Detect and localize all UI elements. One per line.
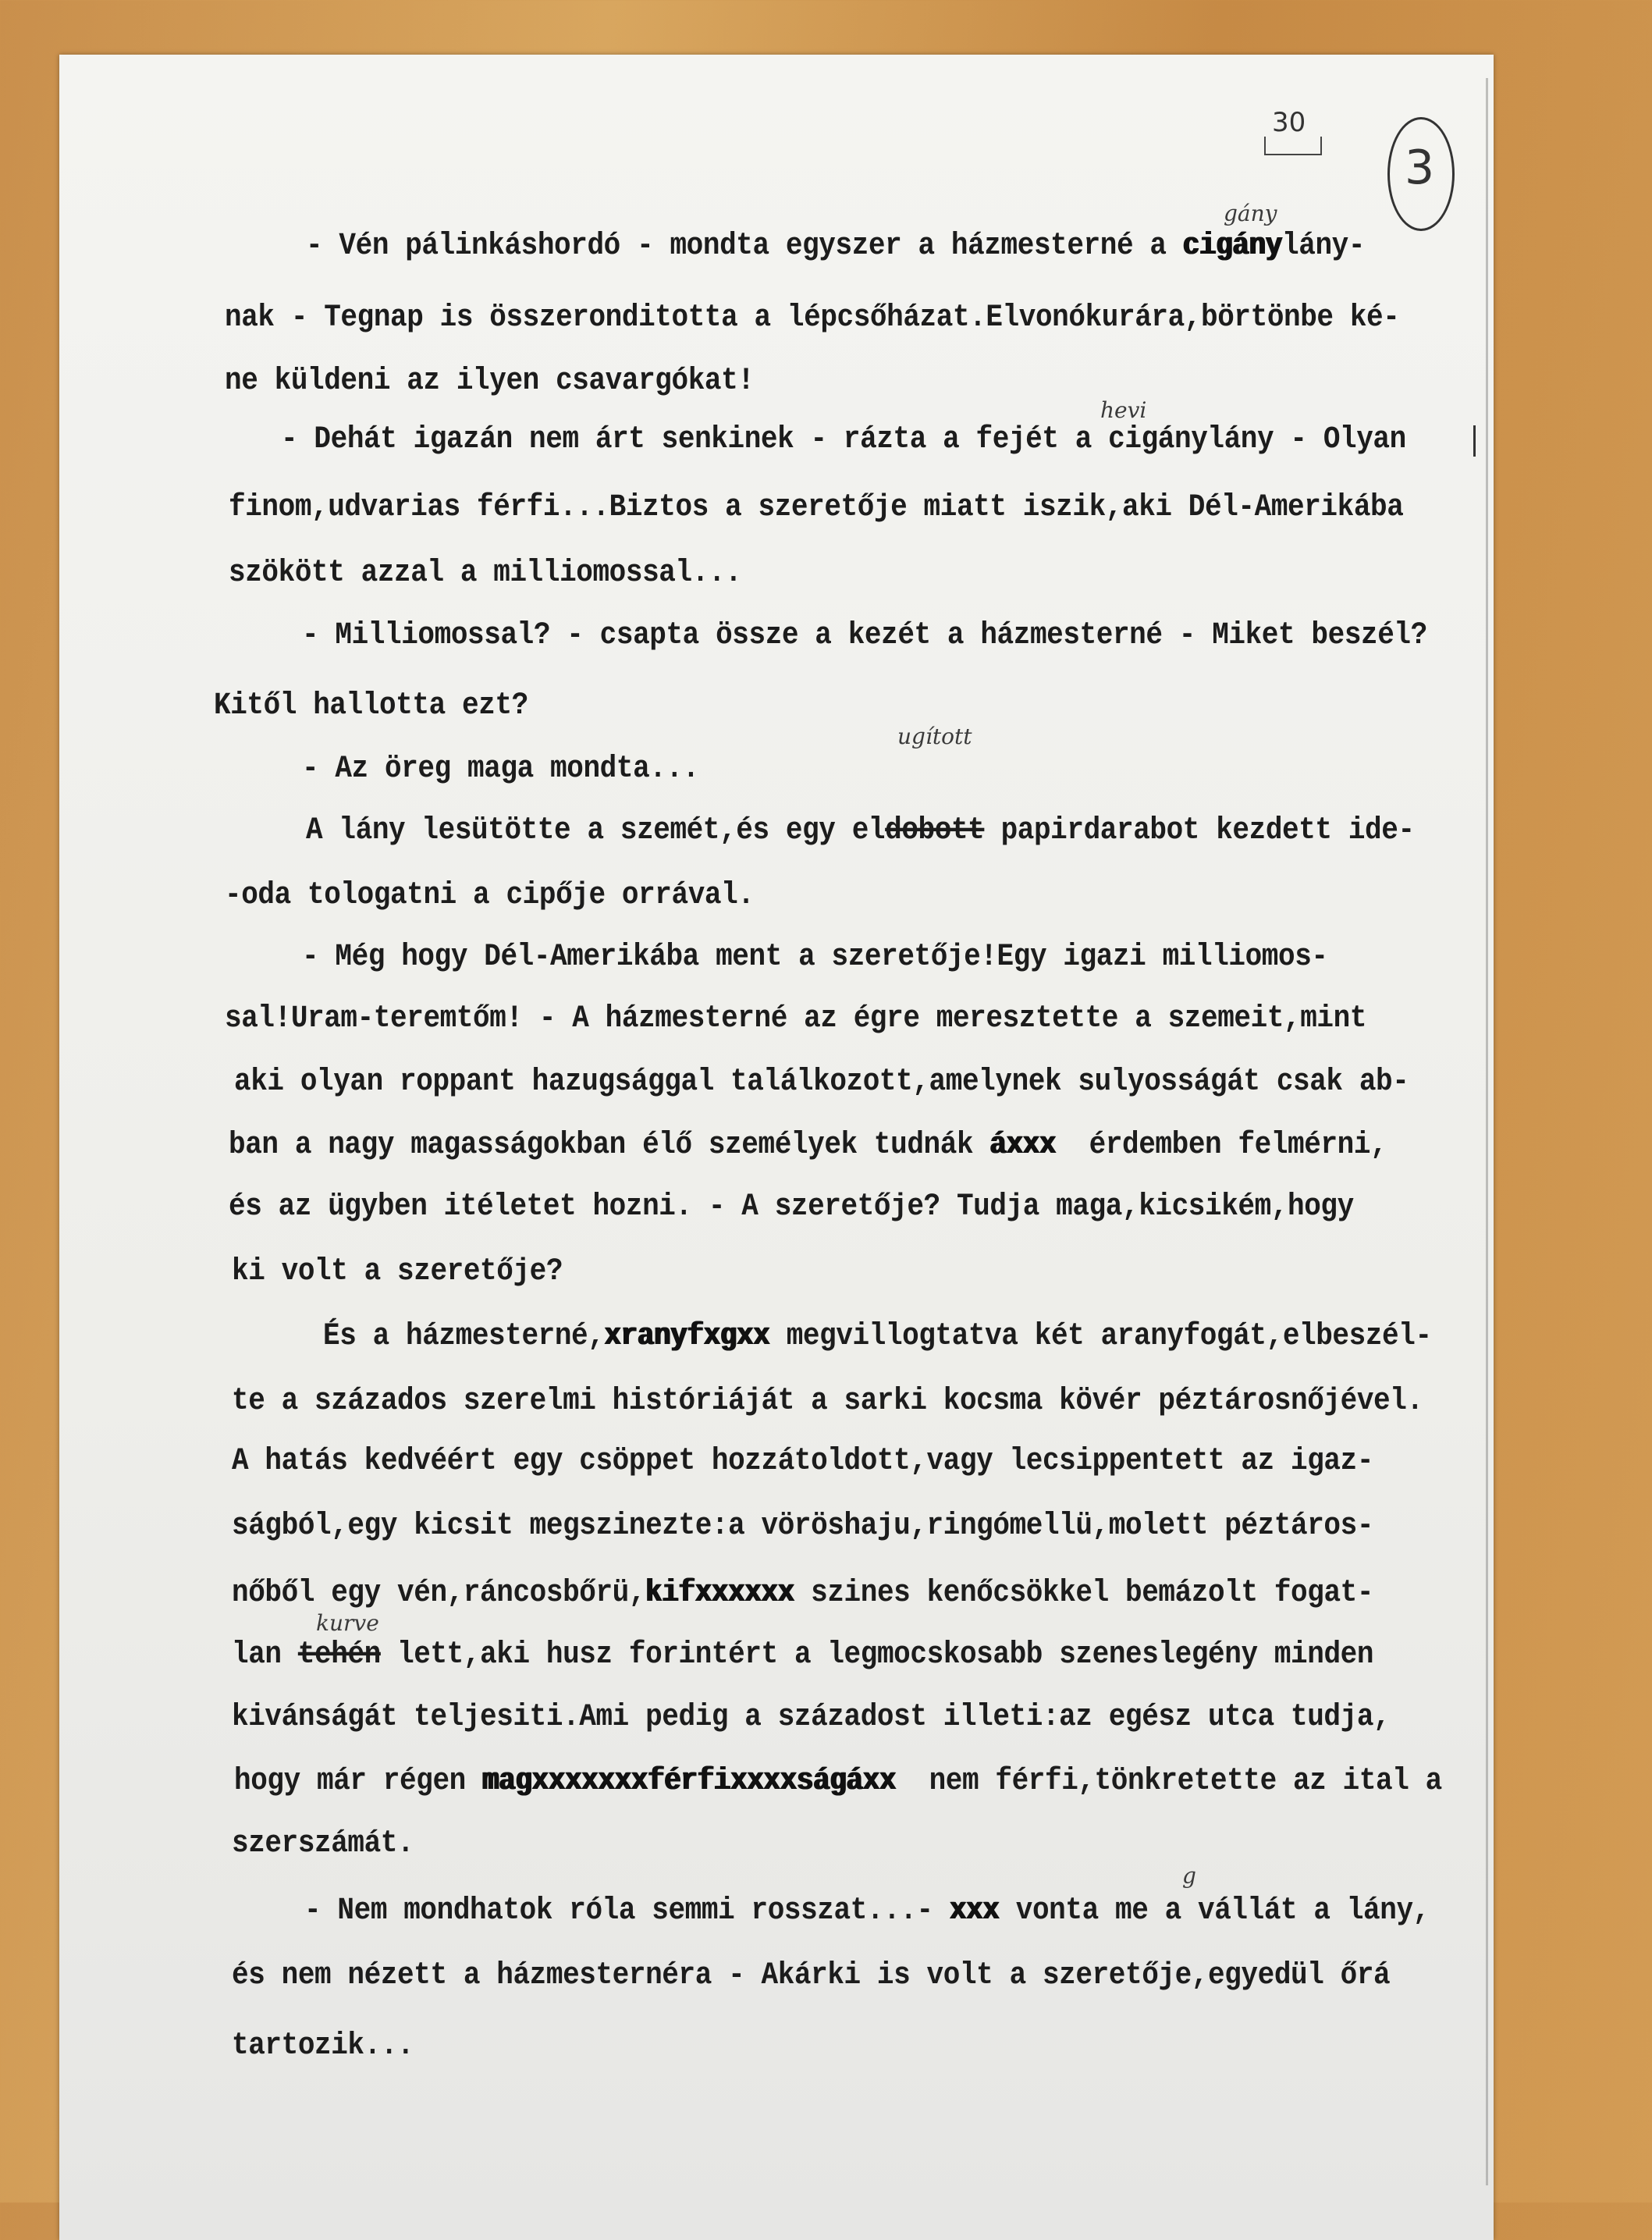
- text-line: [232, 1444, 1373, 1478]
- handwritten-insertion-fejet: hevi: [1100, 397, 1147, 423]
- text-segment: te a százados szerelmi históriáját a sarki kocsma kövér péztárosnőjével.: [232, 1382, 1423, 1418]
- text-segment: sal!Uram-teremtőm! - A házmesterné az égre meresztette a szemeit,mint: [225, 1000, 1367, 1036]
- text-segment: megvillogtatva két aranyfogát,elbeszél-: [769, 1317, 1432, 1353]
- handwritten-correction-tehen: kurve: [316, 1610, 379, 1636]
- text-line: [232, 1509, 1373, 1543]
- struck-text: tehén: [297, 1636, 381, 1672]
- text-segment: szines kenőcsökkel bemázolt fogat-: [794, 1574, 1374, 1610]
- text-segment: - Nem mondhatok róla semmi rosszat...-: [304, 1892, 950, 1928]
- text-line: [229, 490, 1403, 524]
- text-segment: szerszámát.: [232, 1825, 414, 1861]
- text-segment: hogy már régen: [234, 1762, 483, 1798]
- circled-number: 3: [1405, 140, 1435, 195]
- text-segment: ban a nagy magasságokban élő személyek tudnák: [229, 1126, 990, 1162]
- text-segment: és az ügyben itéletet hozni. - A szeretője? Tudja maga,kicsikém,hogy: [229, 1188, 1354, 1224]
- text-line: [232, 1826, 414, 1861]
- text-line: [281, 422, 1406, 457]
- text-segment: és nem nézett a házmesternéra - Akárki is volt a szeretője,egyedül őrá: [232, 1957, 1391, 1993]
- overtyped-text: magxxxxxxxférfixxxxságáxx: [482, 1762, 897, 1798]
- text-line: [306, 229, 1365, 263]
- text-segment: tartozik...: [232, 2027, 414, 2063]
- text-segment: nem férfi,tönkretette az ital a: [896, 1762, 1442, 1798]
- handwritten-page-number: 30: [1272, 107, 1306, 138]
- text-line: [232, 1958, 1390, 1993]
- text-segment: - Milliomossal? - csapta össze a kezét a házmesterné - Miket beszél?: [302, 617, 1427, 652]
- text-segment: ne küldeni az ilyen csavargókat!: [225, 362, 755, 398]
- text-line: [232, 1384, 1423, 1418]
- text-segment: szökött azzal a milliomossal...: [229, 554, 742, 590]
- overtyped-text: xranyfxgxx: [604, 1317, 770, 1353]
- handwritten-correction-eldobott: ugított: [897, 724, 972, 749]
- text-line: [214, 688, 528, 723]
- text-line: [229, 1128, 1387, 1162]
- text-segment: vonta me a vállát a lány,: [999, 1892, 1430, 1928]
- text-segment: ságból,egy kicsit megszinezte:a vöröshaju,ringómellü,molett péztáros-: [232, 1507, 1374, 1543]
- overtyped-text: áxxx: [989, 1126, 1057, 1162]
- text-segment: finom,udvarias férfi...Biztos a szeretője miatt iszik,aki Dél-Amerikába: [229, 489, 1404, 524]
- text-segment: ki volt a szeretője?: [232, 1253, 563, 1289]
- text-line: [302, 940, 1328, 974]
- text-segment: érdemben felmérni,: [1056, 1126, 1387, 1162]
- text-segment: És a házmesterné,: [323, 1317, 605, 1353]
- text-line: [232, 2028, 414, 2063]
- text-line: [232, 1576, 1373, 1610]
- text-segment: kivánságát teljesiti.Ami pedig a századost illeti:az egész utca tudja,: [232, 1698, 1391, 1734]
- text-line: [225, 364, 755, 398]
- text-segment: A hatás kedvéért egy csöppet hozzátoldott,vagy lecsippentett az igaz-: [232, 1442, 1374, 1478]
- text-line: [229, 1189, 1354, 1224]
- handwritten-correction-cigany: gány: [1224, 201, 1277, 226]
- text-segment: - Az öreg maga mondta...: [302, 750, 699, 786]
- text-line: [323, 1319, 1432, 1353]
- text-line: [229, 556, 741, 590]
- text-line: [302, 618, 1427, 652]
- text-line: [306, 813, 1415, 848]
- text-segment: Kitől hallotta ezt?: [214, 687, 528, 723]
- insertion-mark: [1473, 425, 1476, 457]
- text-line: [304, 1893, 1430, 1928]
- text-segment: nőből egy vén,ráncosbőrü,: [232, 1574, 646, 1610]
- page-edge-shadow: [1486, 78, 1488, 2185]
- page-number-bracket: [1264, 137, 1322, 155]
- text-line: [302, 752, 699, 786]
- struck-text: dobott: [885, 812, 985, 848]
- overtyped-text: cigány: [1182, 227, 1283, 263]
- text-line: [225, 878, 755, 912]
- text-segment: A lány lesütötte a szemét,és egy el: [306, 812, 886, 848]
- text-segment: papirdarabot kezdett ide-: [984, 812, 1415, 848]
- text-segment: - Vén pálinkáshordó - mondta egyszer a házmesterné a: [306, 227, 1183, 263]
- text-segment: nak - Tegnap is összeronditotta a lépcsőházat.Elvonókurára,börtönbe ké-: [225, 299, 1400, 335]
- text-segment: lány-: [1282, 227, 1366, 263]
- text-segment: -oda tologatni a cipője orrával.: [225, 876, 755, 912]
- text-line: [232, 1254, 563, 1289]
- handwritten-correction-meg: g: [1182, 1863, 1196, 1889]
- text-line: [232, 1700, 1390, 1734]
- text-line: [225, 300, 1399, 335]
- overtyped-text: kifxxxxxx: [645, 1574, 794, 1610]
- text-segment: lan: [232, 1636, 298, 1672]
- text-segment: lett,aki husz forintért a legmocskosabb szeneslegény minden: [380, 1636, 1374, 1672]
- overtyped-text: xxx: [949, 1892, 1000, 1928]
- text-line: [234, 1764, 1442, 1798]
- text-segment: - Még hogy Dél-Amerikába ment a szeretője!Egy igazi milliomos-: [302, 938, 1328, 974]
- text-line: [234, 1065, 1409, 1099]
- text-segment: - Dehát igazán nem árt senkinek - rázta a fejét a cigánylány - Olyan: [281, 421, 1406, 457]
- text-segment: aki olyan roppant hazugsággal találkozott,amelynek sulyosságát csak ab-: [234, 1063, 1409, 1099]
- text-line: [225, 1001, 1366, 1036]
- text-line: [232, 1637, 1373, 1672]
